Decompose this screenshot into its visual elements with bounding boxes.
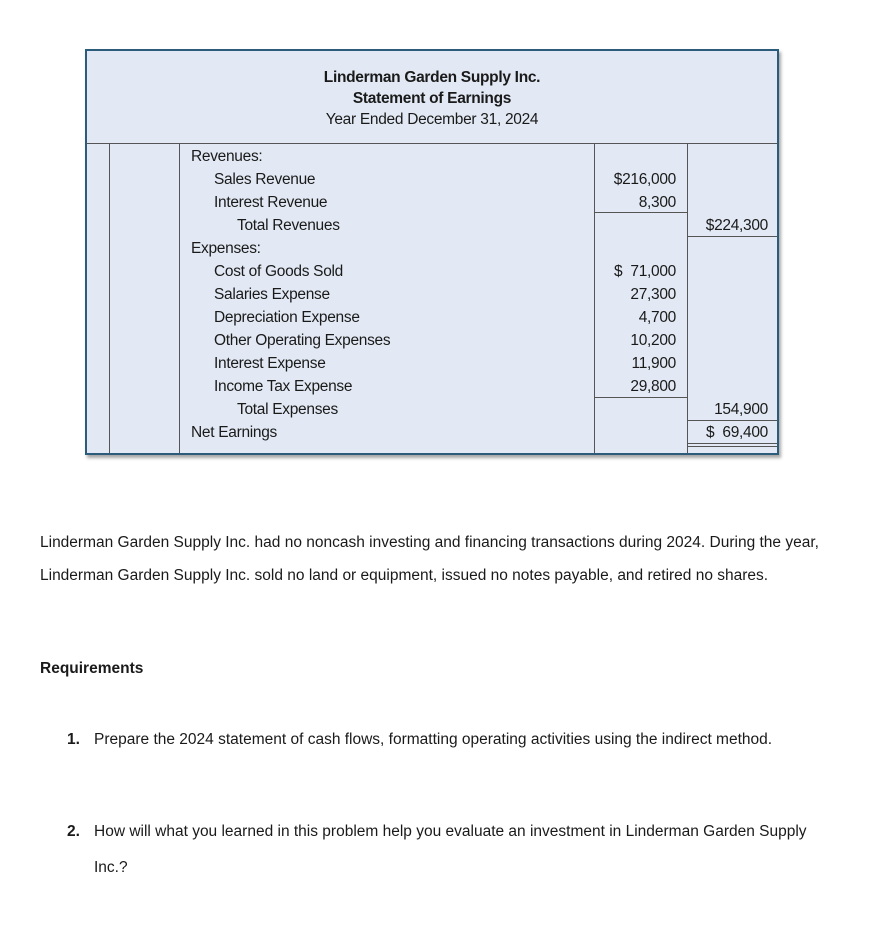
line-item-label: Expenses: <box>191 240 261 257</box>
amount-column-1: 11,900 <box>631 355 676 372</box>
statement-of-earnings <box>85 49 779 455</box>
company-name: Linderman Garden Supply Inc. <box>323 69 541 86</box>
requirement-text: How will what you learned in this problem help you evaluate an investment in Linderman Garden Supply Inc.? <box>94 823 807 876</box>
line-item-label: Interest Expense <box>214 355 326 372</box>
requirement-2 <box>67 814 847 886</box>
amount-column-1: 10,200 <box>630 332 676 349</box>
line-item-label: Total Expenses <box>237 401 338 418</box>
line-item-label: Revenues: <box>191 148 263 165</box>
requirement-number: 1. <box>67 731 80 748</box>
line-item-label: Sales Revenue <box>214 171 316 188</box>
double-underline <box>687 446 777 447</box>
line-item-label: Depreciation Expense <box>214 309 360 326</box>
column-divider <box>179 144 180 453</box>
statement-header <box>87 51 777 144</box>
requirement-1 <box>67 722 847 758</box>
amount-column-1: 29,800 <box>630 378 676 395</box>
line-item-label: Other Operating Expenses <box>214 332 391 349</box>
column-divider <box>109 144 110 453</box>
amount-column-1: $ 71,000 <box>614 263 676 280</box>
amount-column-2: 154,900 <box>714 401 768 418</box>
amount-column-1: 27,300 <box>630 286 676 303</box>
amount-column-1: 4,700 <box>638 309 676 326</box>
statement-period: Year Ended December 31, 2024 <box>325 111 539 128</box>
info-paragraph: Linderman Garden Supply Inc. had no noncash investing and financing transactions during 2024. During the year, Linderman Garden Supply Inc. sold no land or equipment, issued no notes payable, and retired no shares. <box>40 534 819 584</box>
requirement-number: 2. <box>67 823 80 840</box>
line-item-label: Income Tax Expense <box>214 378 353 395</box>
amount-column-2: $ 69,400 <box>706 424 768 441</box>
requirements-heading: Requirements <box>40 660 144 677</box>
statement-title: Statement of Earnings <box>352 90 512 107</box>
line-item-label: Interest Revenue <box>214 194 328 211</box>
amount-column-2: $224,300 <box>705 217 768 234</box>
line-item-label: Salaries Expense <box>214 286 330 303</box>
amount-column-1: 8,300 <box>638 194 676 211</box>
line-item-label: Total Revenues <box>237 217 340 234</box>
line-item-label: Net Earnings <box>191 424 278 441</box>
amount-column-1: $216,000 <box>613 171 676 188</box>
line-item-label: Cost of Goods Sold <box>214 263 344 280</box>
requirement-text: Prepare the 2024 statement of cash flows, formatting operating activities using the indirect method. <box>94 731 773 748</box>
